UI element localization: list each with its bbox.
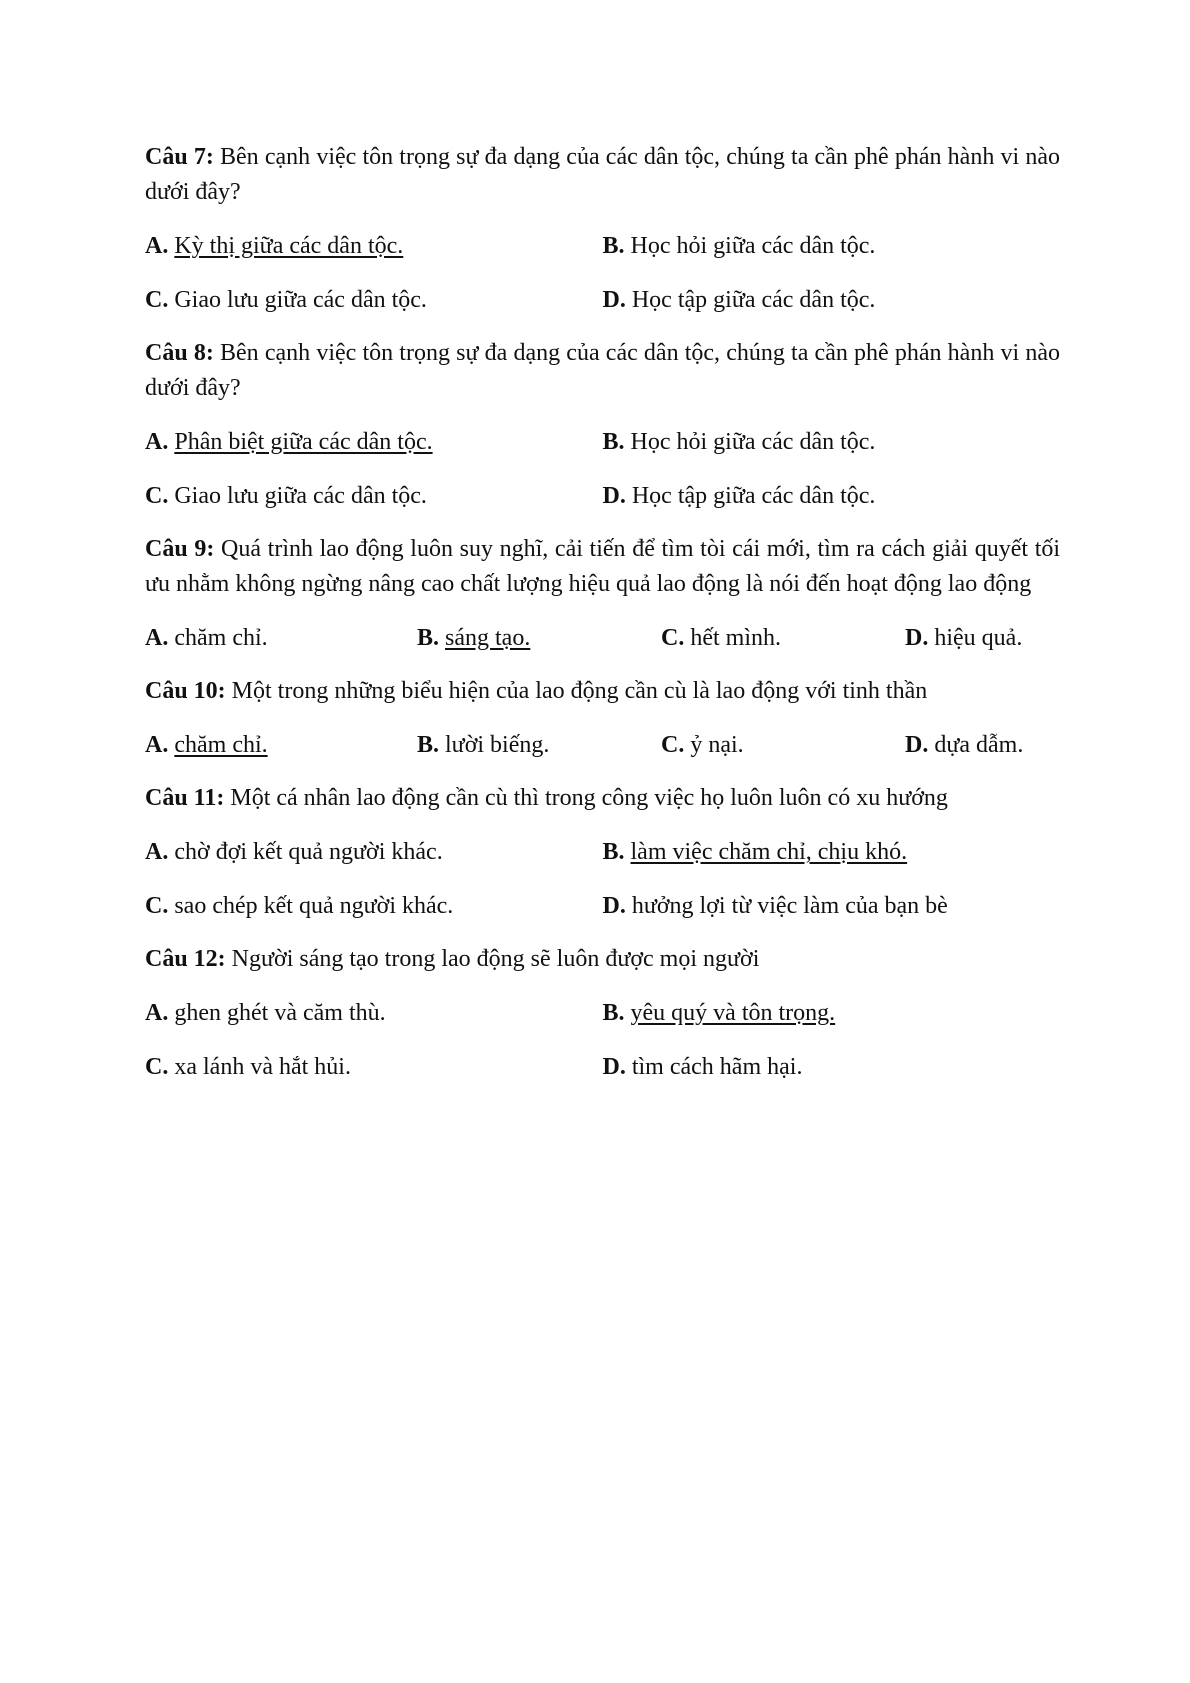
option-row — [145, 478, 1060, 514]
option-text: chăm chỉ. — [174, 625, 268, 651]
answer-option — [145, 995, 603, 1031]
option-row — [145, 888, 1060, 924]
question-number: Câu 7: — [145, 144, 214, 170]
answer-option — [603, 228, 1061, 264]
answer-options — [145, 424, 1060, 514]
answer-options — [145, 727, 1060, 763]
answer-option — [145, 620, 417, 656]
option-text: ỷ nại. — [690, 732, 744, 758]
option-letter: A. — [145, 839, 169, 865]
answer-option — [417, 727, 661, 763]
option-letter: C. — [145, 1054, 169, 1080]
option-letter: D. — [602, 483, 626, 509]
option-letter: B. — [602, 429, 625, 455]
answer-option — [145, 1049, 603, 1085]
option-letter: D. — [905, 732, 929, 758]
question-stem — [145, 336, 1060, 406]
answer-option — [603, 282, 1061, 318]
option-row — [145, 228, 1060, 264]
option-letter: C. — [661, 625, 685, 651]
option-text: hiệu quả. — [934, 625, 1023, 651]
question-block — [145, 140, 1060, 318]
option-letter: D. — [602, 287, 626, 313]
option-text-correct: chăm chỉ. — [174, 732, 268, 758]
answer-option — [603, 1049, 1061, 1085]
option-letter: D. — [602, 1054, 626, 1080]
question-stem — [145, 942, 1060, 977]
option-text: hưởng lợi từ việc làm của bạn bè — [631, 893, 948, 919]
answer-option — [661, 620, 905, 656]
answer-option — [145, 888, 603, 924]
option-row — [145, 424, 1060, 460]
option-letter: B. — [602, 1000, 625, 1026]
question-block — [145, 942, 1060, 1085]
option-text: Học tập giữa các dân tộc. — [631, 483, 876, 509]
question-text: Người sáng tạo trong lao động sẽ luôn được mọi người — [231, 946, 760, 972]
option-text: tìm cách hãm hại. — [631, 1054, 803, 1080]
answer-option — [603, 834, 1061, 870]
option-letter: A. — [145, 429, 169, 455]
answer-options — [145, 228, 1060, 318]
question-number: Câu 12: — [145, 946, 226, 972]
answer-option — [145, 282, 603, 318]
question-block — [145, 336, 1060, 514]
option-letter: A. — [145, 732, 169, 758]
question-text: Quá trình lao động luôn suy nghĩ, cải tiến để tìm tòi cái mới, tìm ra cách giải quyết tối ưu nhằm không ngừng nâng cao chất lượng hiệu quả lao động là nói đến hoạt động lao động — [145, 536, 1061, 597]
answer-options — [145, 620, 1060, 656]
option-text: dựa dẫm. — [934, 732, 1024, 758]
option-letter: C. — [145, 893, 169, 919]
option-row — [145, 995, 1060, 1031]
option-letter: A. — [145, 1000, 169, 1026]
option-row — [145, 282, 1060, 318]
option-letter: D. — [905, 625, 929, 651]
question-number: Câu 11: — [145, 785, 225, 811]
answer-option — [603, 888, 1061, 924]
answer-option — [905, 620, 1060, 656]
option-text-correct: yêu quý và tôn trọng. — [630, 1000, 836, 1026]
option-row — [145, 834, 1060, 870]
option-text-correct: Phân biệt giữa các dân tộc. — [174, 429, 433, 455]
answer-option — [145, 228, 603, 264]
option-row — [145, 620, 1060, 656]
answer-option — [603, 995, 1061, 1031]
answer-option — [145, 834, 603, 870]
option-text: hết mình. — [690, 625, 781, 651]
question-stem — [145, 532, 1060, 602]
option-text-correct: sáng tạo. — [445, 625, 531, 651]
question-text: Bên cạnh việc tôn trọng sự đa dạng của các dân tộc, chúng ta cần phê phán hành vi nào dưới đây? — [145, 144, 1060, 205]
question-stem — [145, 674, 1060, 709]
question-text: Một trong những biểu hiện của lao động cần cù là lao động với tinh thần — [231, 678, 928, 704]
option-text: ghen ghét và căm thù. — [174, 1000, 386, 1026]
option-text: Giao lưu giữa các dân tộc. — [174, 483, 427, 509]
option-row — [145, 727, 1060, 763]
answer-options — [145, 834, 1060, 924]
option-text: Giao lưu giữa các dân tộc. — [174, 287, 427, 313]
answer-option — [145, 727, 417, 763]
question-block — [145, 674, 1060, 763]
answer-option — [417, 620, 661, 656]
option-text: Học hỏi giữa các dân tộc. — [630, 233, 876, 259]
question-number: Câu 9: — [145, 536, 215, 562]
option-letter: A. — [145, 625, 169, 651]
option-letter: C. — [145, 287, 169, 313]
answer-option — [145, 424, 603, 460]
question-stem — [145, 140, 1060, 210]
option-text: lười biếng. — [445, 732, 550, 758]
answer-option — [145, 478, 603, 514]
question-block — [145, 532, 1060, 656]
option-letter: A. — [145, 233, 169, 259]
question-text: Một cá nhân lao động cần cù thì trong công việc họ luôn luôn có xu hướng — [230, 785, 948, 811]
option-text: chờ đợi kết quả người khác. — [174, 839, 443, 865]
answer-option — [603, 478, 1061, 514]
option-text: Học tập giữa các dân tộc. — [631, 287, 876, 313]
option-text: sao chép kết quả người khác. — [174, 893, 454, 919]
question-stem — [145, 781, 1060, 816]
answer-options — [145, 995, 1060, 1085]
option-letter: B. — [417, 732, 440, 758]
option-text: xa lánh và hắt hủi. — [174, 1054, 351, 1080]
question-block — [145, 781, 1060, 924]
answer-option — [661, 727, 905, 763]
option-letter: B. — [602, 839, 625, 865]
question-number: Câu 10: — [145, 678, 226, 704]
option-letter: C. — [661, 732, 685, 758]
answer-option — [905, 727, 1060, 763]
question-text: Bên cạnh việc tôn trọng sự đa dạng của các dân tộc, chúng ta cần phê phán hành vi nào dưới đây? — [145, 340, 1060, 401]
option-row — [145, 1049, 1060, 1085]
answer-option — [603, 424, 1061, 460]
option-text: Học hỏi giữa các dân tộc. — [630, 429, 876, 455]
option-text-correct: Kỳ thị giữa các dân tộc. — [174, 233, 404, 259]
option-letter: B. — [417, 625, 440, 651]
option-letter: B. — [602, 233, 625, 259]
option-letter: C. — [145, 483, 169, 509]
question-list — [145, 140, 1060, 1103]
option-text-correct: làm việc chăm chỉ, chịu khó. — [630, 839, 908, 865]
option-letter: D. — [602, 893, 626, 919]
question-number: Câu 8: — [145, 340, 214, 366]
